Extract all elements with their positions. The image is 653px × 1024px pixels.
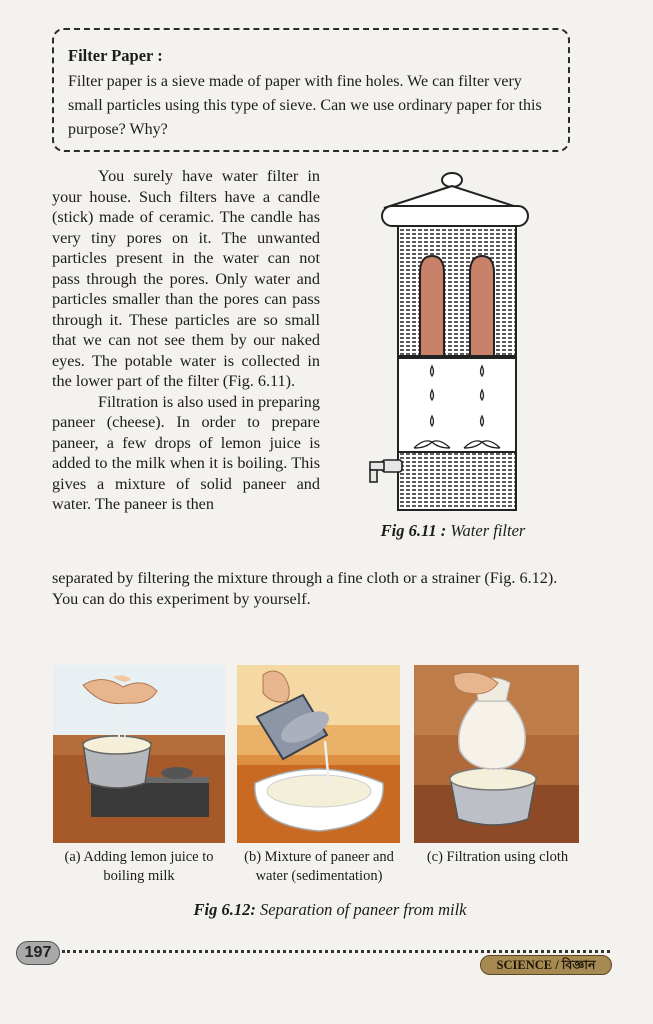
- figure-6-11-caption: [348, 521, 558, 541]
- subcaption-b: (b) Mixture of paneer and water (sedimentation): [244, 849, 394, 884]
- water-filter-illustration: [352, 168, 552, 518]
- paragraph-water-filter: You surely have water filter in your house. Such filters have a candle (stick) made of ceramic. The candle has very tiny pores on it. The unwanted particles present in the water can not pass through the pores. Only water and particles smaller than the pores can pass through it. These particles are so small that we can not see them by our naked eyes. The potable water is collected in the lower part of the filter (Fig. 6.11).: [52, 167, 320, 390]
- paragraph-paneer: Filtration is also used in preparing paneer (cheese). In order to prepare paneer, a few drops of lemon juice is added to the milk when it is boiling. This gives a mixture of solid paneer and water. The paneer is then: [52, 392, 320, 513]
- figure-6-12-title: Separation of paneer from milk: [259, 900, 467, 919]
- photo-mixture-paneer-water: [237, 665, 400, 843]
- paragraph-paneer-continued: separated by filtering the mixture through a fine cloth or a strainer (Fig. 6.12). You can do this experiment by yourself.: [52, 569, 558, 608]
- photo-filtration-cloth: [414, 665, 579, 843]
- figure-6-12-number: Fig 6.12:: [193, 900, 256, 919]
- subcaption-c: (c) Filtration using cloth: [426, 849, 569, 865]
- box-text: Filter paper is a sieve made of paper with fine holes. We can filter very small particles using this type of sieve. Can we use ordinary paper for this purpose? Why?: [68, 73, 542, 138]
- body-column: [52, 166, 320, 515]
- filter-paper-box: [52, 28, 570, 152]
- footer-dotted-rule: [62, 950, 610, 953]
- page-number: 197: [16, 941, 60, 965]
- figure-6-12-caption: [130, 900, 530, 920]
- photo-adding-lemon-juice: [53, 665, 225, 843]
- box-title: Filter Paper :: [68, 46, 163, 65]
- figure-6-11-number: Fig 6.11 :: [380, 521, 447, 540]
- figure-6-11-title: Water filter: [450, 521, 526, 540]
- subcaption-a: (a) Adding lemon juice to boiling milk: [64, 849, 214, 884]
- subject-badge: SCIENCE / বিজ্ঞান: [480, 955, 612, 975]
